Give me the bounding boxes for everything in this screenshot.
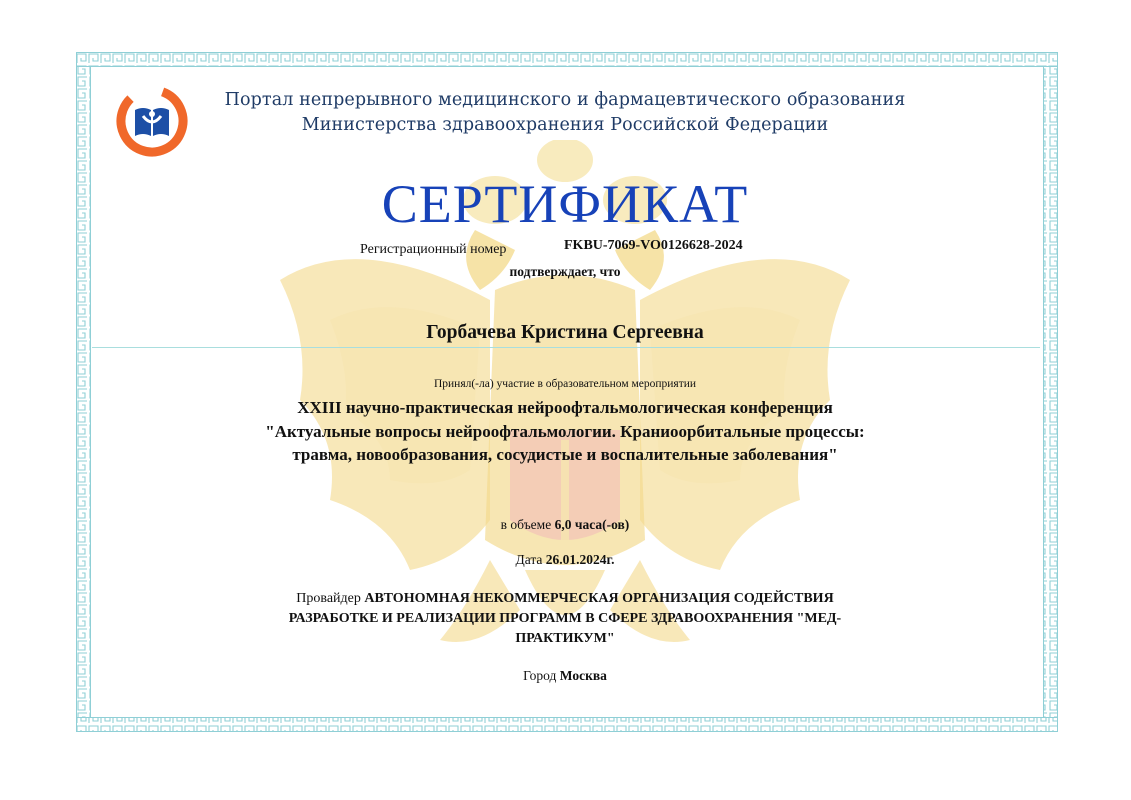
portal-title-line1: Портал непрерывного медицинского и фармацевтического образования [224, 90, 906, 110]
registration-number: FKBU-7069-VO0126628-2024 [564, 238, 743, 253]
date-row [265, 552, 865, 568]
provider-line2: РАЗРАБОТКЕ И РЕАЛИЗАЦИИ ПРОГРАММ В СФЕРЕ ЗДРАВООХРАНЕНИЯ "МЕД- [288, 611, 842, 626]
registration-row [340, 238, 800, 260]
provider-line3: ПРАКТИКУМ" [515, 631, 615, 646]
event-name [200, 396, 930, 467]
portal-title-line2: Министерства здравоохранения Российской Федерации [301, 115, 829, 135]
event-name-line2: "Актуальные вопросы нейроофтальмологии. Краниоорбитальные процессы: [265, 421, 865, 441]
divider-line [92, 347, 1040, 348]
provider-line1: АВТОНОМНАЯ НЕКОММЕРЧЕСКАЯ ОРГАНИЗАЦИЯ СОДЕЙСТВИЯ [364, 591, 834, 606]
event-name-line3: травма, новообразования, сосудистые и воспалительные заболевания" [292, 445, 838, 464]
event-name-line1: XXIII научно-практическая нейроофтальмологическая конференция [297, 398, 833, 417]
registration-label: Регистрационный номер [360, 242, 507, 257]
provider-label: Провайдер [296, 591, 365, 606]
provider-block [215, 589, 915, 649]
date-label: Дата [515, 552, 546, 567]
portal-title [200, 88, 930, 138]
recipient-name: Горбачева Кристина Сергеевна [426, 322, 704, 343]
volume-label: в объеме [500, 517, 555, 532]
volume-value: 6,0 часа(-ов) [554, 517, 630, 532]
city-row [265, 668, 865, 684]
city-value: Москва [559, 668, 607, 683]
date-value: 26.01.2024г. [545, 552, 615, 567]
volume-row [265, 517, 865, 533]
confirms-text: подтверждает, что [509, 264, 621, 279]
certificate-title: СЕРТИФИКАТ [381, 174, 749, 234]
city-label: Город [523, 668, 560, 683]
nmfo-book-logo-icon [113, 82, 191, 160]
participation-label: Принял(-ла) участие в образовательном мероприятии [433, 378, 697, 390]
